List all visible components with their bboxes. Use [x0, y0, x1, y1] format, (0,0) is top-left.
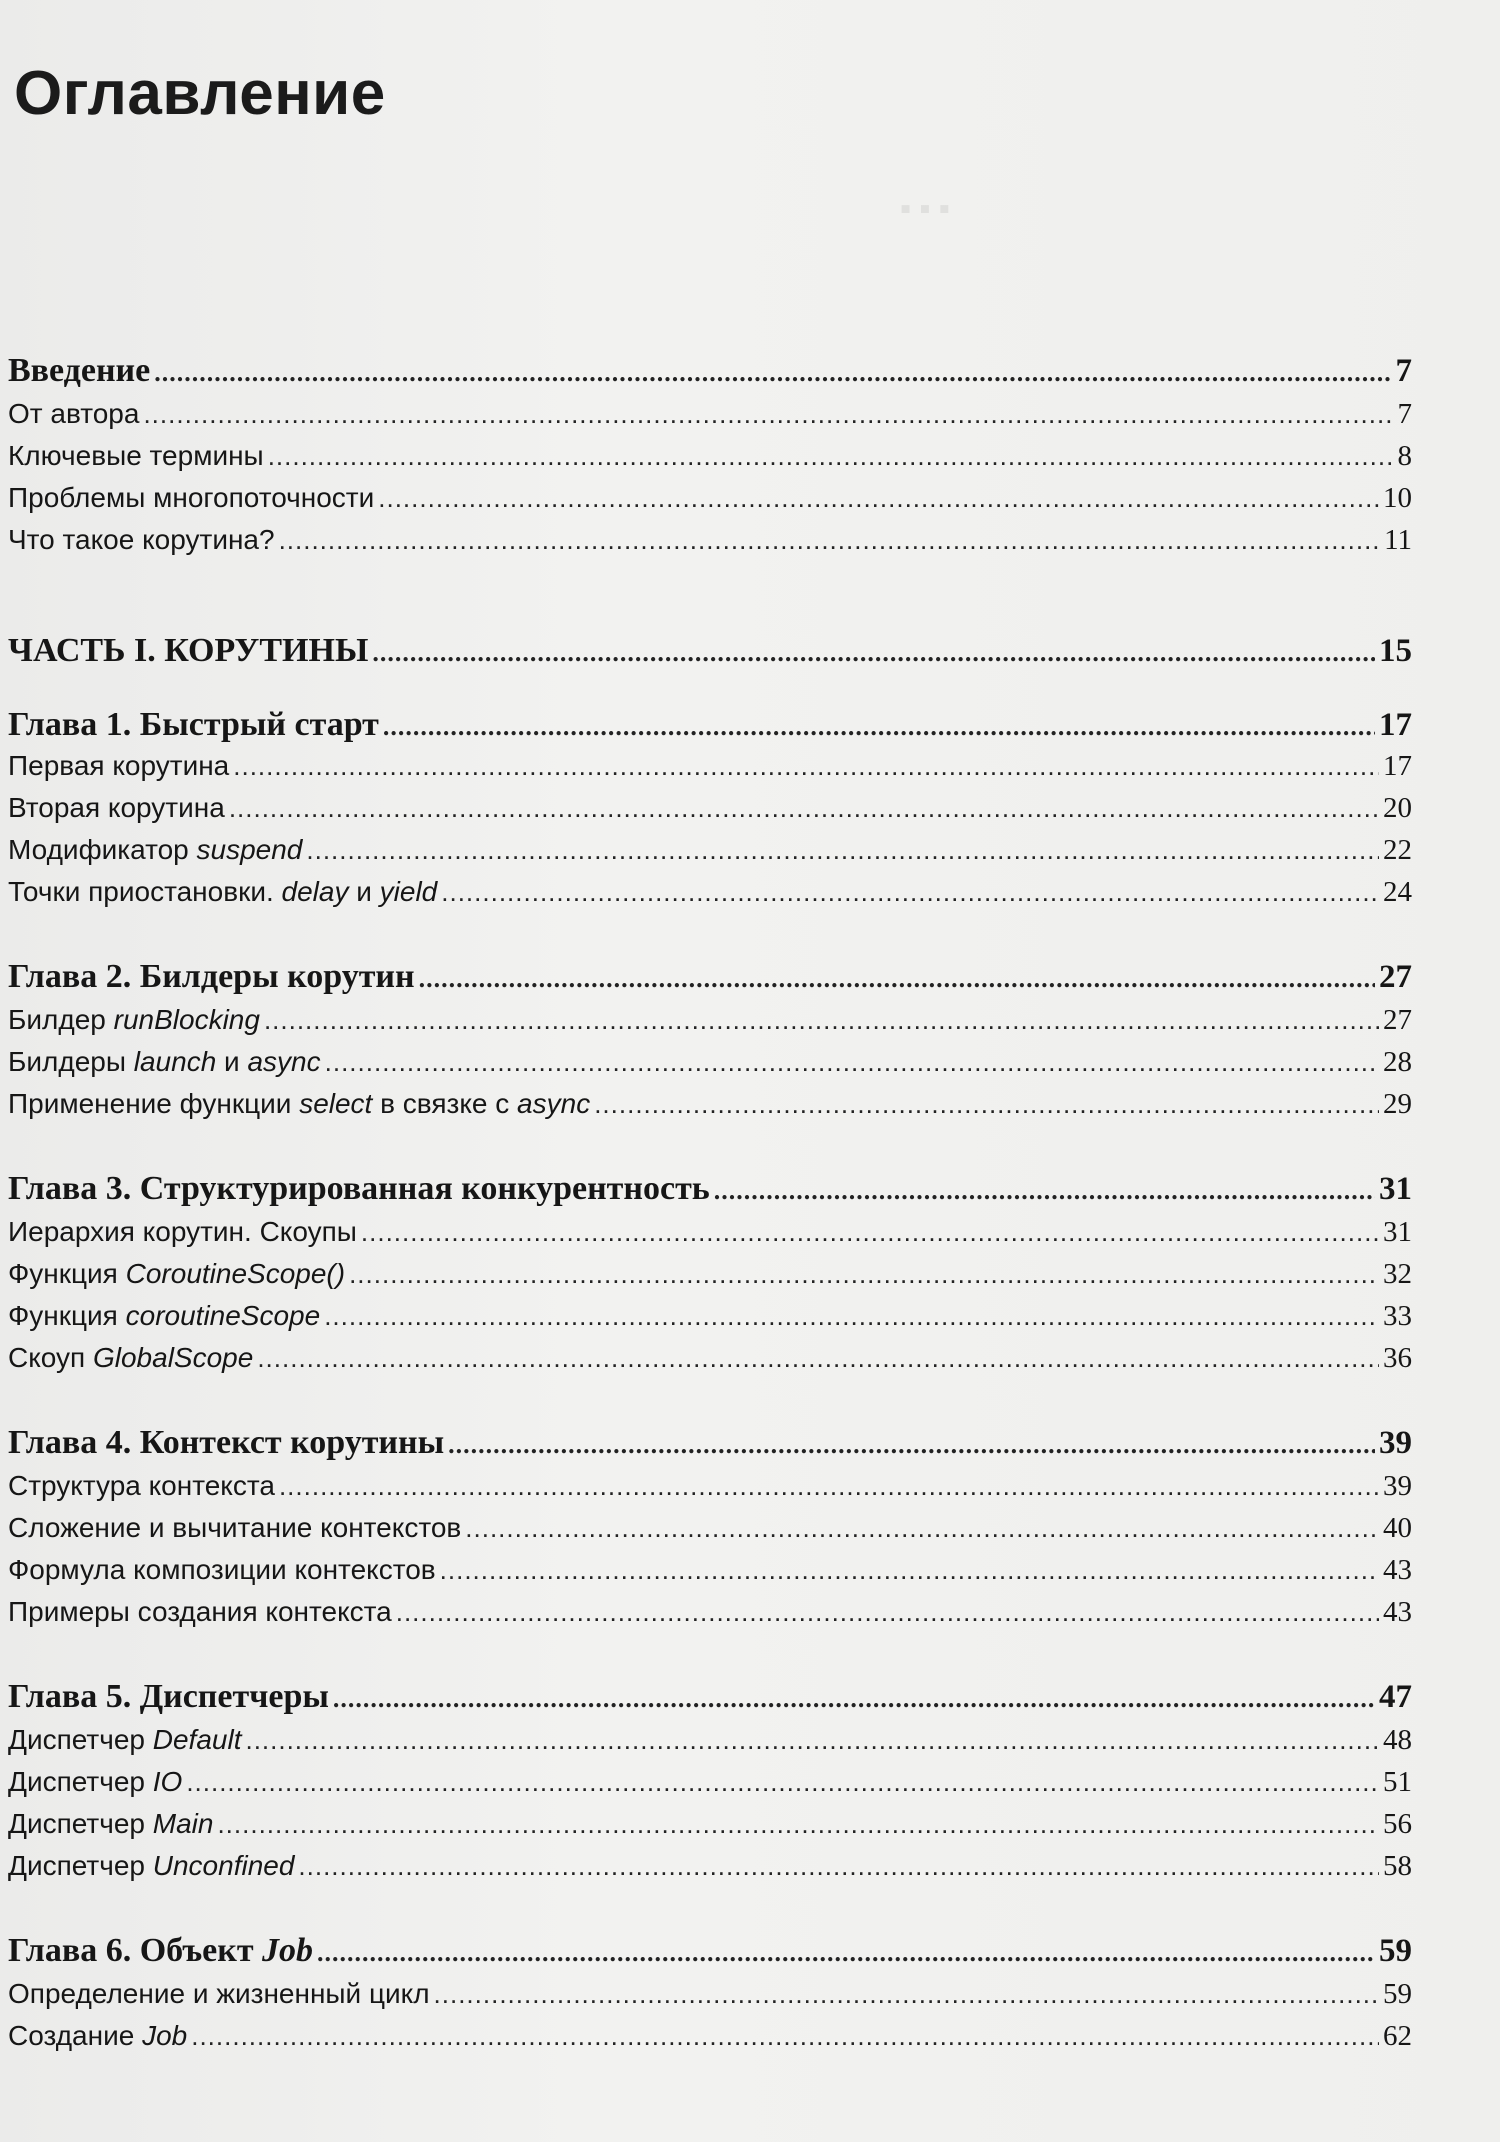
toc-entry-text: Создание	[8, 2020, 143, 2051]
toc-page-number: 39	[1383, 1470, 1412, 1502]
toc-entry-title	[8, 792, 225, 824]
toc-page-number: 17	[1383, 750, 1412, 782]
toc-entry-title	[8, 1046, 321, 1078]
toc-entry-code-term: IO	[152, 1766, 183, 1797]
toc-entry-code-term: launch	[133, 1046, 217, 1077]
toc-page-number: 47	[1379, 1679, 1412, 1715]
toc-leader-dots	[349, 1259, 1379, 1290]
toc-entry-text: Билдеры	[8, 1046, 134, 1077]
toc-page-number: 43	[1383, 1554, 1412, 1586]
page-title: Оглавление	[14, 59, 386, 128]
toc-page-number: 51	[1383, 1766, 1412, 1798]
toc-entry-code-term: async	[517, 1088, 591, 1119]
toc-entry	[8, 876, 1412, 909]
toc-leader-dots	[594, 1089, 1379, 1120]
toc-leader-dots	[396, 1597, 1379, 1628]
toc-entry-code-term: suspend	[196, 834, 303, 865]
toc-entry-code-term: delay	[281, 876, 349, 907]
toc-page-number: 15	[1379, 633, 1412, 669]
toc-page-number: 43	[1383, 1596, 1412, 1628]
toc-entry-title	[8, 1258, 345, 1290]
toc-entry-text: Определение и жизненный цикл	[8, 1978, 430, 2009]
toc-section-entry	[8, 632, 1412, 670]
toc-entry	[8, 2020, 1412, 2053]
toc-page-number: 59	[1383, 1978, 1412, 2010]
toc-leader-dots	[325, 1047, 1379, 1078]
toc-entry-text: Глава 4. Контекст корутины	[8, 1424, 445, 1461]
toc-entry-text: Ключевые термины	[8, 440, 264, 471]
toc-leader-dots	[186, 1767, 1379, 1798]
toc-entry-text: и	[348, 876, 380, 907]
toc-entry-code-term: yield	[379, 876, 438, 907]
toc-entry-text: Скоуп	[8, 1342, 93, 1373]
toc-entry-title	[8, 2020, 187, 2052]
toc-entry-title	[8, 1088, 590, 1120]
toc-entry-title	[8, 1932, 313, 1970]
toc-entry-title	[8, 440, 264, 472]
toc-page-number: 31	[1379, 1171, 1412, 1207]
toc-entry-code-term: Main	[152, 1808, 214, 1839]
toc-leader-dots	[441, 877, 1379, 908]
toc-entry-text: Модификатор	[8, 834, 197, 865]
toc-entry-text: Диспетчер	[8, 1766, 153, 1797]
toc-leader-dots	[419, 964, 1375, 994]
toc-entry-code-term: select	[299, 1088, 373, 1119]
toc-page-number: 7	[1395, 353, 1412, 389]
toc-leader-dots	[361, 1217, 1379, 1248]
toc-entry-title	[8, 876, 437, 908]
toc-entry-text: в связке с	[372, 1088, 518, 1119]
toc-entry-title	[8, 1808, 213, 1840]
toc-entry-text: Иерархия корутин. Скоупы	[8, 1216, 357, 1247]
toc-entry	[8, 1342, 1412, 1375]
toc-entry-text: и	[216, 1046, 248, 1077]
toc-entry-title	[8, 1216, 357, 1248]
toc-entry-text: От автора	[8, 398, 140, 429]
toc-entry-text: Функция	[8, 1300, 126, 1331]
toc-section-entry	[8, 1678, 1412, 1716]
toc-entry-title	[8, 398, 139, 430]
toc-entry	[8, 1978, 1412, 2011]
toc-entry-text: Сложение и вычитание контекстов	[8, 1512, 462, 1543]
toc-entry-text: Глава 1. Быстрый старт	[8, 706, 379, 743]
toc-leader-dots	[279, 1471, 1379, 1502]
toc-page-number: 58	[1383, 1850, 1412, 1882]
toc-leader-dots	[268, 441, 1394, 472]
toc-leader-dots	[383, 712, 1375, 742]
toc-page-number: 17	[1379, 707, 1412, 743]
toc-section-entry	[8, 1932, 1412, 1970]
toc-page-number: 27	[1383, 1004, 1412, 1036]
toc-entry-title	[8, 958, 415, 996]
toc-entry-text: Функция	[8, 1258, 126, 1289]
toc-entry	[8, 1554, 1412, 1587]
toc-entry-text: Примеры создания контекста	[8, 1596, 392, 1627]
toc-page-number: 22	[1383, 834, 1412, 866]
toc-entry	[8, 1808, 1412, 1841]
toc-page-number: 39	[1379, 1425, 1412, 1461]
toc-entry-title	[8, 1512, 461, 1544]
toc-page-number: 31	[1383, 1216, 1412, 1248]
toc-section-entry	[8, 706, 1412, 744]
toc-page-number: 56	[1383, 1808, 1412, 1840]
toc-leader-dots	[191, 2021, 1379, 2052]
toc-page-number: 59	[1379, 1933, 1412, 1969]
toc-entry-code-term: coroutineScope	[125, 1300, 321, 1331]
toc-entry-text: Введение	[8, 352, 151, 389]
toc-entry-code-term: Unconfined	[152, 1850, 295, 1881]
toc-entry-code-term: CoroutineScope()	[125, 1258, 346, 1289]
toc-leader-dots	[317, 1938, 1375, 1968]
toc-entry	[8, 524, 1412, 557]
toc-entry-text: Билдер	[8, 1004, 114, 1035]
toc-entry	[8, 834, 1412, 867]
toc-section-entry	[8, 1424, 1412, 1462]
toc-entry	[8, 792, 1412, 825]
toc-entry	[8, 1300, 1412, 1333]
toc-entry-title	[8, 706, 379, 744]
toc-page-number: 11	[1384, 524, 1412, 556]
toc-entry-title	[8, 1766, 182, 1798]
toc-entry-code-term: Job	[262, 1932, 314, 1969]
toc-leader-dots	[440, 1555, 1379, 1586]
toc-entry-title	[8, 750, 229, 782]
toc-entry	[8, 440, 1412, 473]
toc-page-number: 36	[1383, 1342, 1412, 1374]
toc-page-number: 10	[1383, 482, 1412, 514]
toc-entry-text: Глава 2. Билдеры корутин	[8, 958, 415, 995]
toc-entry-text: Проблемы многопоточности	[8, 482, 375, 513]
toc-leader-dots	[434, 1979, 1379, 2010]
toc-page-number: 8	[1397, 440, 1412, 472]
toc-entry-text: Формула композиции контекстов	[8, 1554, 436, 1585]
toc-page-number: 27	[1379, 959, 1412, 995]
toc-leader-dots	[298, 1851, 1379, 1882]
toc-page-number: 24	[1383, 876, 1412, 908]
toc-entry-text: Диспетчер	[8, 1808, 153, 1839]
toc-entry-text: Диспетчер	[8, 1850, 153, 1881]
toc-entry-text: Диспетчер	[8, 1724, 153, 1755]
toc-entry-code-term: async	[247, 1046, 321, 1077]
toc-entry-text: Точки приостановки.	[8, 876, 282, 907]
show-through-text: ▪ ▪ ▪	[900, 190, 951, 226]
toc-entry-code-term: runBlocking	[113, 1004, 260, 1035]
toc-entry-title	[8, 1300, 320, 1332]
toc-leader-dots	[257, 1343, 1379, 1374]
toc-entry-code-term: Default	[152, 1724, 242, 1755]
toc-entry-title	[8, 1470, 275, 1502]
toc-entry	[8, 1258, 1412, 1291]
toc-entry-title	[8, 834, 302, 866]
toc-leader-dots	[448, 1430, 1375, 1460]
toc-entry-text: Глава 6. Объект	[8, 1932, 263, 1969]
toc-entry-title	[8, 1978, 430, 2010]
toc-entry-text: Что такое корутина?	[8, 524, 275, 555]
toc-entry-text: Первая корутина	[8, 750, 230, 781]
toc-entry-title	[8, 1170, 710, 1208]
toc-page-number: 7	[1397, 398, 1412, 430]
toc-leader-dots	[264, 1005, 1379, 1036]
toc-entry-title	[8, 482, 374, 514]
toc-entry-text: ЧАСТЬ I. КОРУТИНЫ	[8, 632, 369, 669]
toc-leader-dots	[324, 1301, 1379, 1332]
toc-entry	[8, 1724, 1412, 1757]
toc-leader-dots	[465, 1513, 1379, 1544]
toc-entry-title	[8, 1850, 294, 1882]
toc-page-number: 29	[1383, 1088, 1412, 1120]
toc-section-entry	[8, 352, 1412, 390]
toc-entry	[8, 1596, 1412, 1629]
toc-leader-dots	[306, 835, 1379, 866]
toc-leader-dots	[714, 1176, 1375, 1206]
toc-page-number: 40	[1383, 1512, 1412, 1544]
toc-page-number: 48	[1383, 1724, 1412, 1756]
toc-entry	[8, 1216, 1412, 1249]
toc-entry-title	[8, 1678, 329, 1716]
toc-page-number: 32	[1383, 1258, 1412, 1290]
toc-entry-title	[8, 1004, 260, 1036]
toc-entry	[8, 1046, 1412, 1079]
toc-leader-dots	[233, 751, 1379, 782]
toc-leader-dots	[229, 793, 1379, 824]
toc-entry	[8, 1766, 1412, 1799]
toc-entry-code-term: Job	[142, 2020, 188, 2051]
toc-leader-dots	[154, 358, 1391, 388]
toc-entry-text: Применение функции	[8, 1088, 300, 1119]
toc-entry-text: Вторая корутина	[8, 792, 225, 823]
toc-entry	[8, 398, 1412, 431]
toc-entry-title	[8, 524, 275, 556]
toc-leader-dots	[333, 1684, 1375, 1714]
toc-leader-dots	[279, 525, 1381, 556]
toc-leader-dots	[378, 483, 1379, 514]
toc-entry-title	[8, 1342, 253, 1374]
toc-entry-title	[8, 632, 368, 670]
toc-page-number: 33	[1383, 1300, 1412, 1332]
toc-entry-title	[8, 1596, 392, 1628]
toc-entry-title	[8, 352, 150, 390]
toc-leader-dots	[372, 638, 1375, 668]
toc-leader-dots	[143, 399, 1393, 430]
toc-page-number: 20	[1383, 792, 1412, 824]
toc-page-number: 28	[1383, 1046, 1412, 1078]
toc-entry	[8, 1470, 1412, 1503]
toc-entry-title	[8, 1724, 241, 1756]
toc-entry-title	[8, 1554, 436, 1586]
toc-page-number: 62	[1383, 2020, 1412, 2052]
toc-leader-dots	[217, 1809, 1379, 1840]
toc-section-entry	[8, 958, 1412, 996]
toc-entry	[8, 1512, 1412, 1545]
toc-entry-code-term: GlobalScope	[92, 1342, 254, 1373]
toc-entry	[8, 750, 1412, 783]
toc-entry-title	[8, 1424, 444, 1462]
toc-section-entry	[8, 1170, 1412, 1208]
toc-entry	[8, 482, 1412, 515]
toc-entry	[8, 1088, 1412, 1121]
toc-leader-dots	[245, 1725, 1379, 1756]
toc-entry	[8, 1004, 1412, 1037]
toc-entry-text: Глава 5. Диспетчеры	[8, 1678, 329, 1715]
toc-entry-text: Глава 3. Структурированная конкурентность	[8, 1170, 710, 1207]
toc-entry	[8, 1850, 1412, 1883]
toc-entry-text: Структура контекста	[8, 1470, 275, 1501]
